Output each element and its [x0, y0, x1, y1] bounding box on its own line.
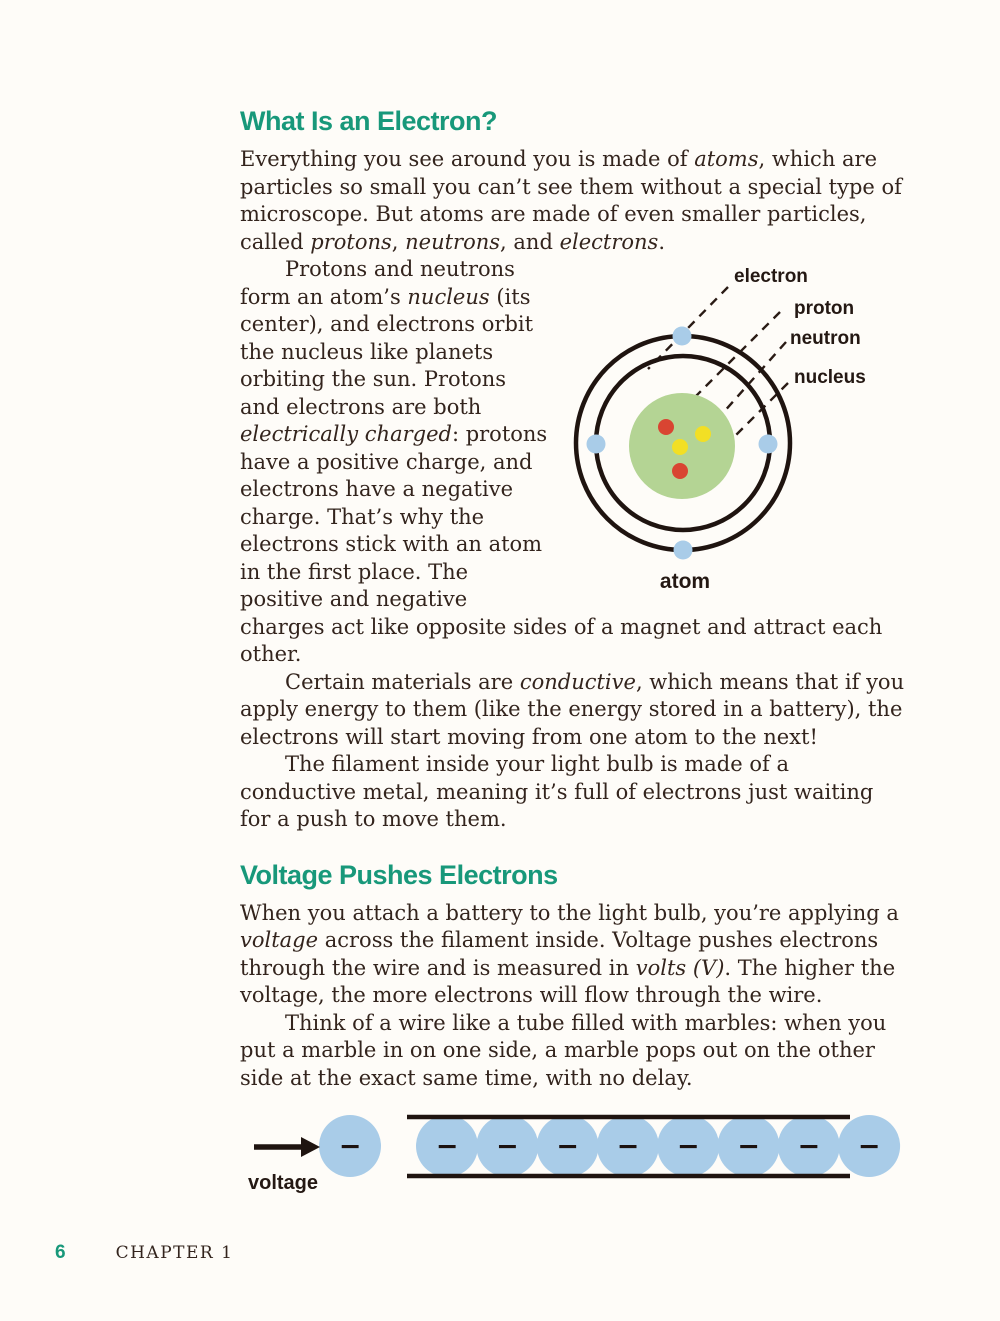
paragraph: Think of a wire like a tube filled with marbles: when you put a marble in on one side, a marble pops out on the other side at the exact same time, with no delay. [240, 1010, 887, 1090]
marble-charge-symbol: − [676, 1131, 700, 1162]
neutron-label: neutron [790, 328, 861, 349]
section-heading: What Is an Electron? [240, 106, 498, 136]
page-number: 6 [55, 1242, 66, 1263]
paragraph: Protons and neutrons form an atom’s nucleus (its center), and electrons orbit the nucleus like planets orbiting the sun. Protons and electrons are both electrically charged: protons have a positive charge, and electrons have a negative charge. That’s why the electrons stick with an atom in the first place. The positive and negative charges act like opposite sides of a magnet and attract each other. [240, 257, 883, 666]
paragraph: When you attach a battery to the light bulb, you’re applying a voltage across the filament inside. Voltage pushes electrons through the wire and is measured in volts (V). The higher the voltage, the more electrons will flow through the wire. [240, 900, 899, 1007]
marble-charge-symbol: − [338, 1131, 362, 1162]
neutron-dot [672, 439, 688, 455]
paragraph: Certain materials are conductive, which means that if you apply energy to them (like the energy stored in a battery), the electrons will start moving from one atom to the next! [240, 669, 905, 749]
marble-charge-symbol: − [857, 1131, 881, 1162]
electron-dot [673, 327, 692, 346]
section-heading: Voltage Pushes Electrons [240, 859, 558, 890]
proton-dot [672, 463, 688, 479]
electron-dot [759, 435, 778, 454]
nucleus-label: nucleus [794, 367, 866, 388]
page-content [240, 106, 908, 1204]
marble-charge-symbol: − [435, 1131, 459, 1162]
marble-charge-symbol: − [737, 1131, 760, 1162]
chapter-label: CHAPTER 1 [115, 1243, 234, 1263]
voltage-label: voltage [248, 1172, 319, 1194]
atom-label: atom [659, 570, 711, 593]
marbles-group [319, 1115, 900, 1177]
marble-charge-symbol: − [556, 1131, 579, 1162]
voltage-arrow-icon [254, 1137, 320, 1157]
section-what-is-an-electron [240, 106, 908, 834]
proton-dot [658, 419, 674, 435]
electron-dot [674, 541, 693, 560]
electron-label: electron [734, 266, 808, 287]
marble-charge-symbol: − [616, 1131, 640, 1162]
marble-charge-symbol: − [797, 1131, 821, 1162]
wire-marbles-diagram [240, 1104, 940, 1204]
paragraph: The filament inside your light bulb is made of a conductive metal, meaning it’s full of electrons just waiting for a push to move them. [240, 752, 874, 831]
marble-charge-symbol: − [495, 1131, 519, 1162]
paragraph: Everything you see around you is made of atoms, which are particles so small you can’t see them without a special type of microscope. But atoms are made of even smaller particles, called protons, neutrons, and electrons. [240, 147, 902, 254]
page-footer [55, 1242, 233, 1264]
section-voltage-pushes-electrons [240, 860, 908, 1093]
neutron-dot [695, 426, 711, 442]
proton-label: proton [794, 298, 855, 319]
electron-dot [587, 435, 606, 454]
atom-diagram [560, 258, 908, 600]
